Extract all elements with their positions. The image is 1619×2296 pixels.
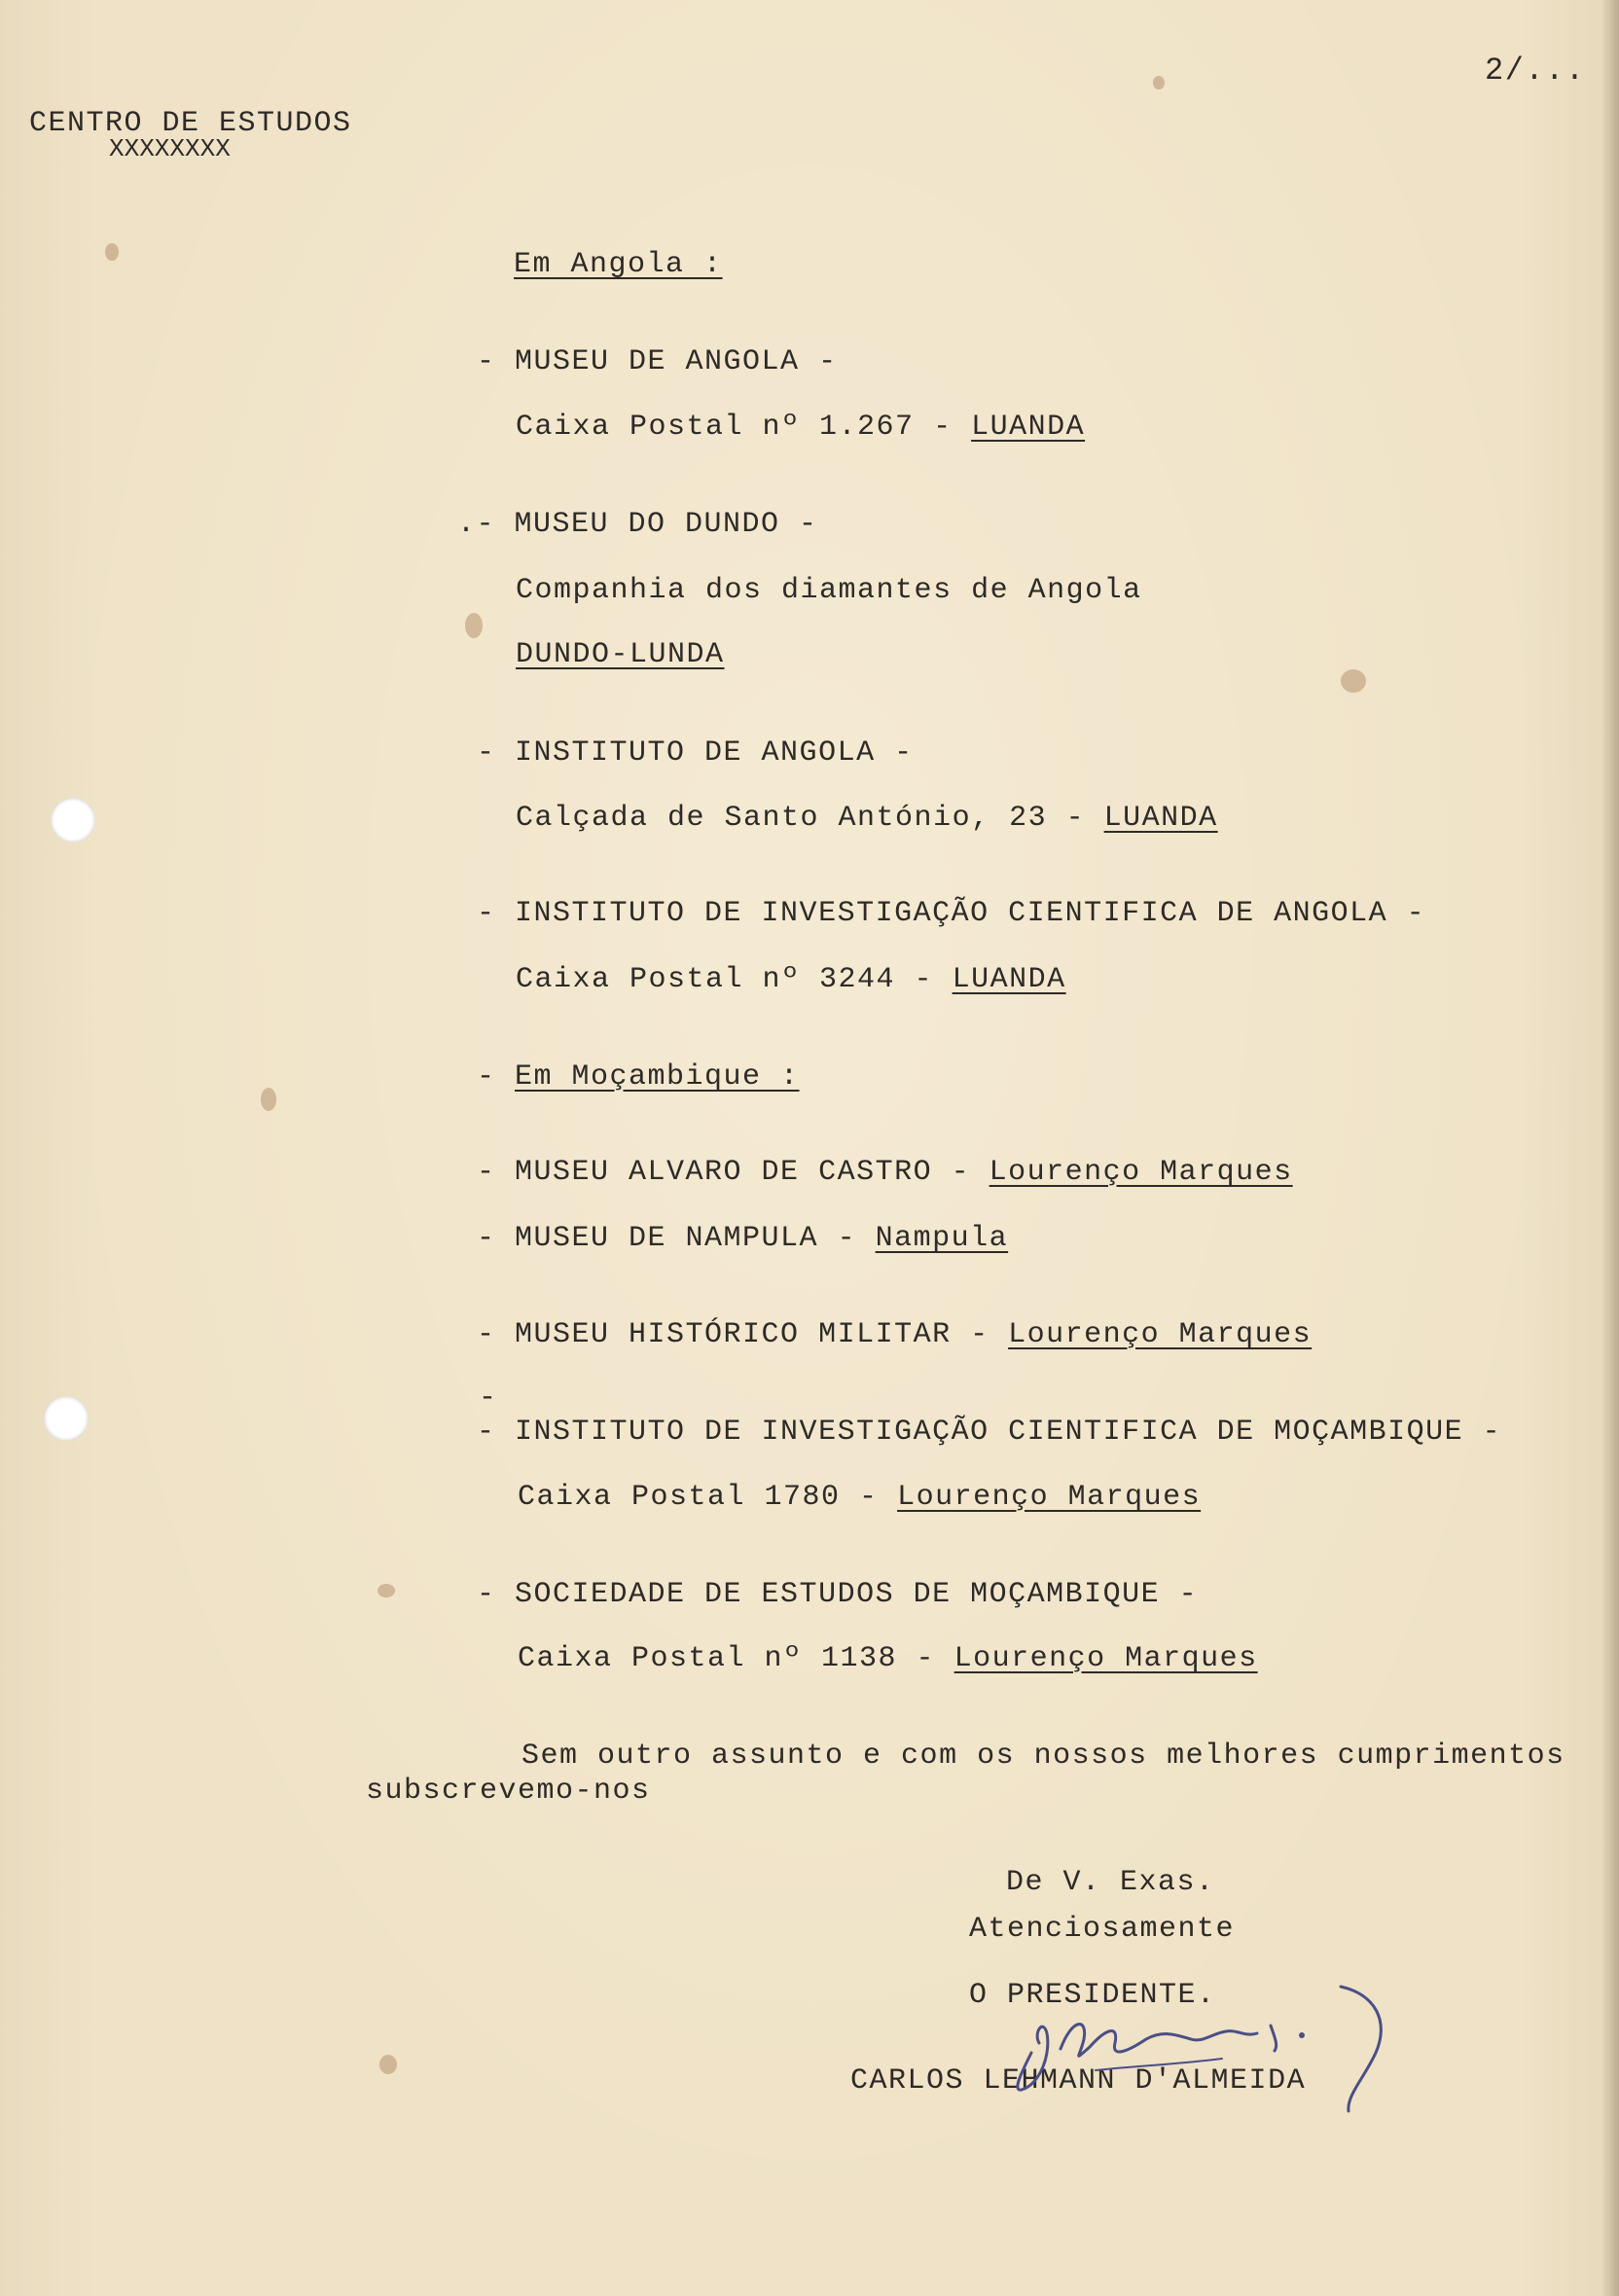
entry-city: LUANDA bbox=[952, 963, 1066, 996]
entry-city: Lourenço Marques bbox=[953, 1642, 1258, 1675]
entry-address: Caixa Postal nº 3244 - LUANDA bbox=[516, 963, 1066, 996]
salutation: De V. Exas. bbox=[1006, 1866, 1215, 1899]
punch-hole-bottom bbox=[44, 1396, 89, 1441]
entry-name: - INSTITUTO DE ANGOLA - bbox=[477, 736, 914, 770]
entry-address: Calçada de Santo António, 23 - LUANDA bbox=[516, 802, 1218, 835]
entry-address: Caixa Postal nº 1138 - Lourenço Marques bbox=[518, 1642, 1258, 1675]
stain-spot bbox=[261, 1088, 276, 1111]
regards: Atenciosamente bbox=[969, 1913, 1236, 1946]
stain-spot bbox=[1153, 76, 1165, 90]
entry-city: Lourenço Marques bbox=[897, 1481, 1202, 1514]
entry-city: Lourenço Marques bbox=[1008, 1318, 1313, 1351]
stain-spot bbox=[1341, 669, 1366, 693]
closing-line-1: Sem outro assunto e com os nossos melhores cumprimentos bbox=[522, 1740, 1565, 1773]
entry-city: DUNDO-LUNDA bbox=[516, 638, 725, 671]
signatory-name: CARLOS LEHMANN D'ALMEIDA bbox=[850, 2064, 1307, 2098]
entry-name: - MUSEU HISTÓRICO MILITAR - Lourenço Marques bbox=[477, 1318, 1313, 1351]
entry-city: Nampula bbox=[875, 1222, 1009, 1255]
stain-spot bbox=[378, 1584, 395, 1597]
stray-dash: - bbox=[479, 1381, 497, 1415]
paper-edge-shadow bbox=[1601, 0, 1619, 2296]
stain-spot bbox=[105, 243, 119, 261]
letterhead-struck: XXXXXXXX bbox=[109, 134, 231, 163]
entry-city: Lourenço Marques bbox=[989, 1156, 1293, 1189]
page-number: 2/... bbox=[1485, 53, 1586, 89]
entry-name: - INSTITUTO DE INVESTIGAÇÃO CIENTIFICA DE ANGOLA - bbox=[477, 897, 1426, 930]
entry-name: - MUSEU DE NAMPULA - Nampula bbox=[477, 1222, 1009, 1255]
punch-hole-top bbox=[51, 798, 95, 843]
entry-name: .- MUSEU DO DUNDO - bbox=[457, 508, 818, 541]
entry-address: Caixa Postal 1780 - Lourenço Marques bbox=[518, 1481, 1202, 1514]
entry-name: - MUSEU ALVARO DE CASTRO - Lourenço Marques bbox=[477, 1156, 1293, 1189]
signatory-title: O PRESIDENTE. bbox=[969, 1979, 1216, 2012]
entry-name: - INSTITUTO DE INVESTIGAÇÃO CIENTIFICA DE MOÇAMBIQUE - bbox=[477, 1416, 1502, 1449]
entry-address: Companhia dos diamantes de Angola bbox=[516, 574, 1142, 607]
section-heading-mocambique: - Em Moçambique : bbox=[477, 1060, 800, 1094]
entry-city: LUANDA bbox=[1103, 802, 1218, 835]
section-heading-angola: Em Angola : bbox=[514, 248, 723, 281]
entry-address: Caixa Postal nº 1.267 - LUANDA bbox=[516, 411, 1086, 444]
entry-name: - MUSEU DE ANGOLA - bbox=[477, 345, 838, 378]
stain-spot bbox=[465, 613, 483, 638]
letterhead-org: CENTRO DE ESTUDOS bbox=[29, 107, 352, 140]
stain-spot bbox=[379, 2055, 397, 2074]
entry-name: - SOCIEDADE DE ESTUDOS DE MOÇAMBIQUE - bbox=[477, 1578, 1199, 1611]
closing-line-2: subscrevemo-nos bbox=[366, 1775, 651, 1808]
handwritten-signature bbox=[983, 1975, 1411, 2121]
entry-city: LUANDA bbox=[971, 411, 1086, 444]
